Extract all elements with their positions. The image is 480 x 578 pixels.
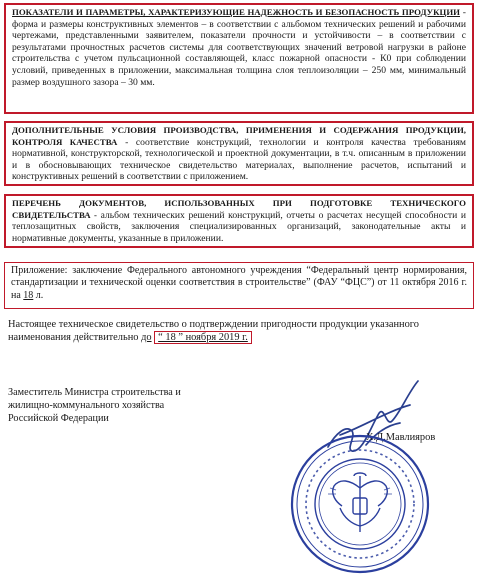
signer-title: Заместитель Министра строительства и жилищно-коммунального хозяйства Российской Федерации (8, 387, 181, 424)
section-text: - соответствие конструкций, технологии и контроля качества требованиям нормативной, конструкторской, технологической и проектной документации, в т.ч. описанным в приложении и в обосновывающих техническое свидетельство материалах, выполнение расчетов, испытаний и конструктивных решений в соответствии с приложением. (12, 136, 467, 183)
appendix-suffix: л. (33, 289, 44, 301)
validity-statement (8, 318, 474, 344)
appendix-pages: 18 (23, 289, 34, 301)
section-heading: ДОПОЛНИТЕЛЬНЫЕ УСЛОВИЯ ПРОИЗВОДСТВА, ПРИМЕНЕНИЯ И СОДЕРЖАНИЯ ПРОДУКЦИИ, КОНТРОЛЯ КАЧЕСТВА (12, 125, 466, 147)
section-additional-conditions (4, 121, 474, 186)
section-document-list (4, 194, 474, 248)
section-heading: ПОКАЗАТЕЛИ И ПАРАМЕТРЫ, ХАРАКТЕРИЗУЮЩИЕ НАДЕЖНОСТЬ И БЕЗОПАСНОСТЬ ПРОДУКЦИИ (12, 7, 461, 17)
signer-name: Х.Д.Мавлияров (366, 432, 436, 443)
section-text: - форма и размеры конструктивных элементов – в соответствии с альбомом технических решений и рабочими чертежами, представленными заявителем, показатели прочности и устойчивости – в соответствии с результатами прочностных расчетов системы для соответствующих значений ветровой нагрузки в районе строительства с учетом пульсационной составляющей, класс пожарной опасности - К0 при соблюдении условий, приведенных в приложении, максимальная толщина слоя теплоизоляции – 250 мм, минимальный размер воздушного зазора – 30 мм. (12, 7, 466, 88)
section-reliability-parameters (4, 3, 474, 114)
validity-text: Настоящее техническое свидетельство о подтверждении пригодности продукции указанного наименования действительно (8, 319, 419, 343)
validity-date: “ 18 ” ноября 2019 г. (154, 331, 252, 344)
appendix-note (4, 262, 474, 309)
section-text: альбом технических решений конструкций, отчеты о расчетах несущей способности и теплозащитных свойств, заключения специализированных организаций, законодательные акты и нормативные документы, указанные в приложении. (12, 209, 466, 244)
section-heading: ПЕРЕЧЕНЬ ДОКУМЕНТОВ, ИСПОЛЬЗОВАННЫХ ПРИ ПОДГОТОВКЕ ТЕХНИЧЕСКОГО СВИДЕТЕЛЬСТВА - (12, 198, 466, 220)
official-seal-icon (284, 428, 436, 578)
appendix-text: Приложение: заключение Федерального автономного учреждения “Федеральный центр нормирования, стандартизации и технической оценки соответствия в строительстве” (ФАУ “ФЦС”) от 11 октября 2016 г. на (11, 265, 467, 301)
validity-prefix: до (141, 332, 152, 343)
